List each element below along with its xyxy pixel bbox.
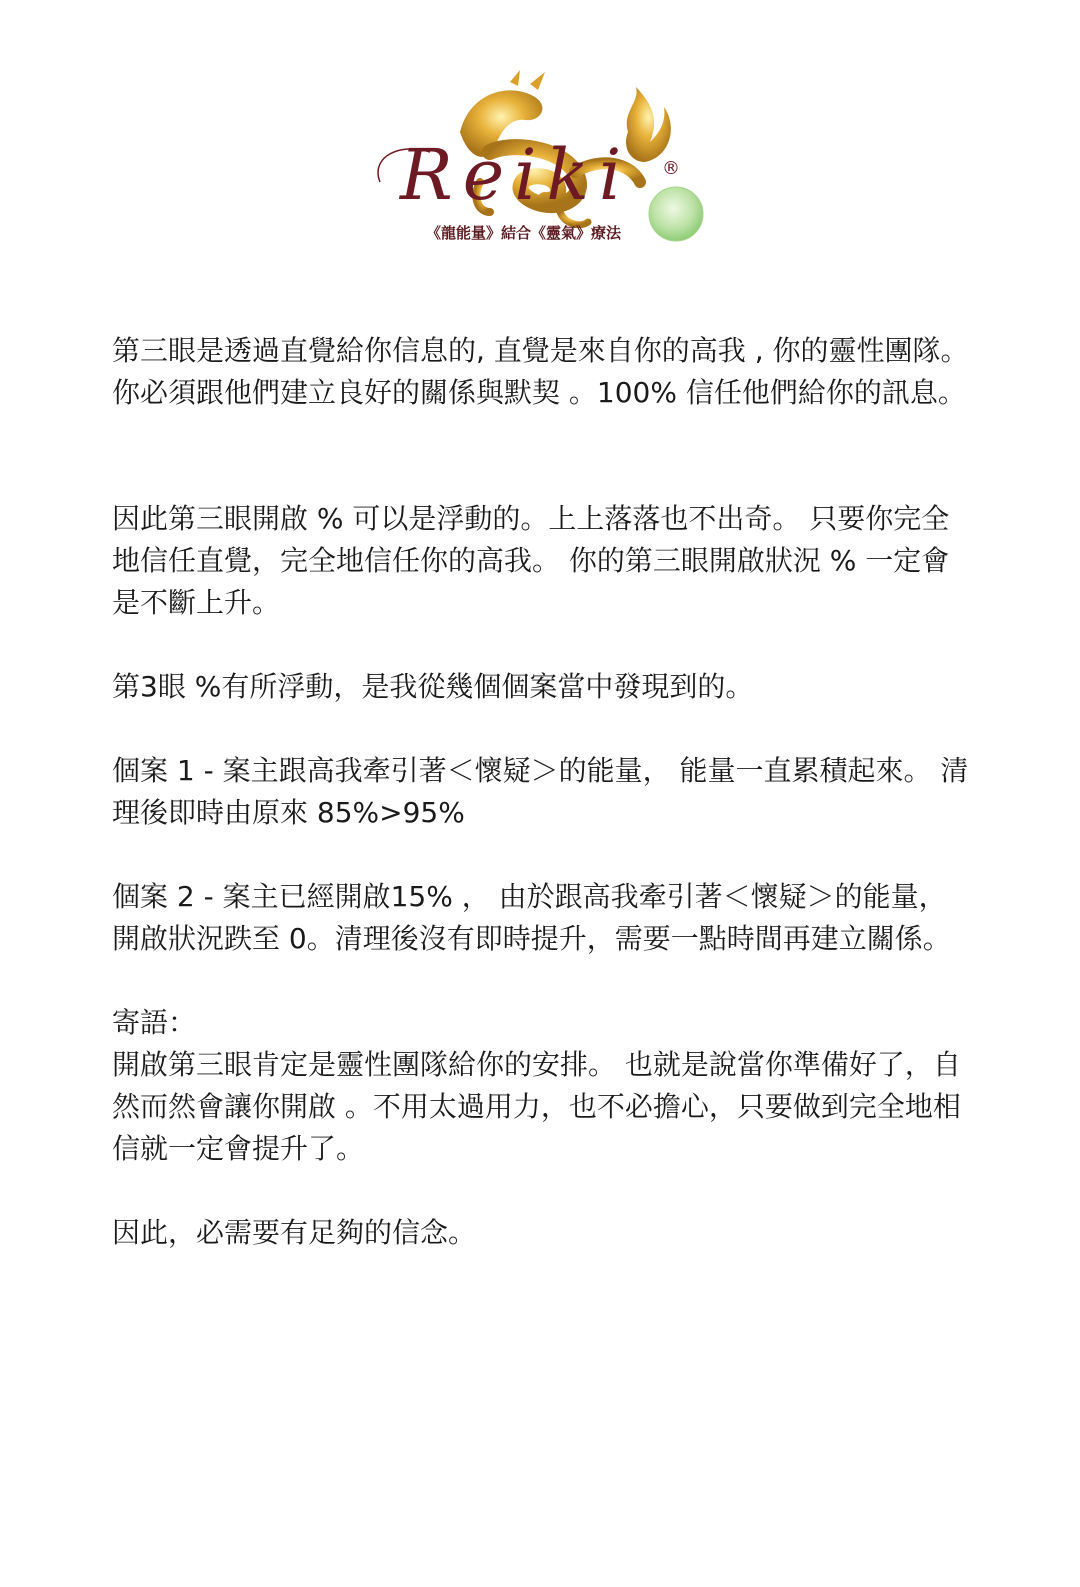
reiki-logo	[360, 62, 710, 252]
logo-wordmark: Reiki	[400, 134, 632, 216]
paragraph-case-2: 個案 2 - 案主已經開啟15% ， 由於跟高我牽引著＜懷疑＞的能量， 開啟狀況跌至 0。清理後沒有即時提升，需要一點時間再建立關係。	[112, 880, 951, 955]
article-body	[112, 330, 972, 1254]
message-heading: 寄語：	[112, 1006, 197, 1039]
paragraph-floating: 因此第三眼開啟 % 可以是浮動的。上上落落也不出奇。 只要你完全地信任直覺，完全地信任你的高我。 你的第三眼開啟狀況 % 一定會是不斷上升。	[112, 502, 950, 619]
paragraph-intro: 第三眼是透過直覺給你信息的, 直覺是來自你的高我 , 你的靈性團隊。 你必須跟他們建立良好的關係與默契 。100% 信任他們給你的訊息。	[112, 334, 969, 409]
paragraph-observation: 第3眼 %有所浮動，是我從幾個個案當中發現到的。	[112, 670, 754, 703]
paragraph-message: 開啟第三眼肯定是靈性團隊給你的安排。 也就是說當你準備好了，自然而然會讓你開啟 。不用太過用力，也不必擔心，只要做到完全地相信就一定會提升了。	[112, 1048, 961, 1165]
logo-tagline: 《龍能量》結合《靈氣》療法	[426, 224, 622, 242]
paragraph-conclusion: 因此，必需要有足夠的信念。	[112, 1216, 477, 1249]
registered-mark: ®	[662, 158, 680, 179]
paragraph-case-1: 個案 1 - 案主跟高我牽引著＜懷疑＞的能量， 能量一直累積起來。 清理後即時由原來 85%>95%	[112, 754, 969, 829]
